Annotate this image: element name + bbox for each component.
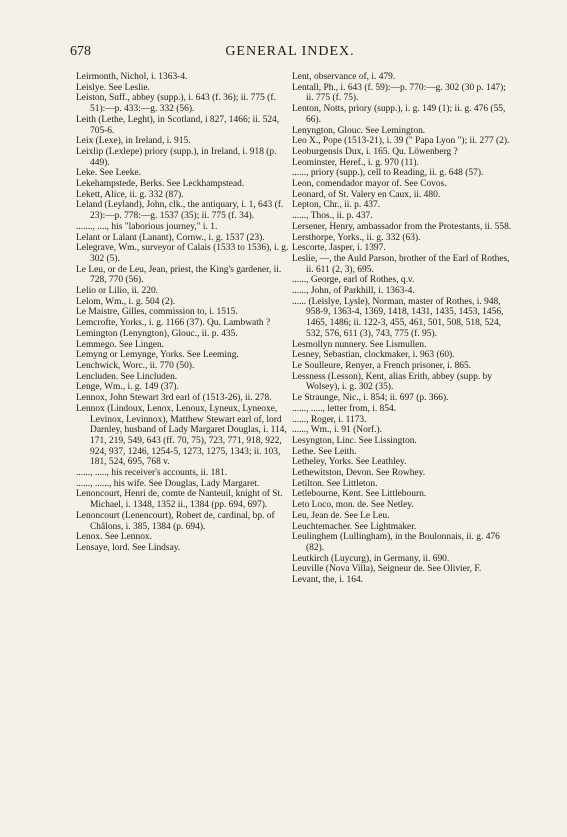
index-entry: Leo X., Pope (1513-21), i. 39 (" Papa Lyon "); ii. 277 (2). [292, 136, 510, 147]
index-entry: Lenox. See Lennox. [76, 532, 153, 543]
index-entry: Leirmonth, Nichol, i. 1363-4. [76, 72, 188, 82]
index-entry: Lelio or Lilio, ii. 220. [76, 286, 159, 297]
index-entry: Leulinghem (Lullingham), in the Boulonnais, ii. g. 476 (82). [292, 532, 500, 553]
index-entry: ......, Wm., i. 91 (Norf.). [292, 425, 382, 436]
index-entry: Lescorte, Jasper, i. 1397. [292, 243, 386, 254]
index-entry: Lethewitston, Devon. See Rowhey. [292, 468, 426, 479]
index-entry: ......, ....., letter from, i. 854. [292, 403, 397, 414]
index-entry: Lepton, Chr., ii. p. 437. [292, 200, 381, 211]
index-entry: Lenchwick, Worc., ii. 770 (50). [76, 360, 195, 371]
index-entry: Letlebourne, Kent. See Littlebourn. [292, 489, 427, 500]
index-entry: Le Maistre, Gilles, commission to, i. 1515. [76, 307, 238, 318]
index-entry: Le Soulleure, Renyer, a French prisoner, i. 865. [292, 360, 472, 371]
index-entry: Lesyngton, Linc. See Lissington. [292, 435, 417, 446]
index-entry: Leiston, Suff., abbey (supp.), i. 643 (f. 36); ii. 775 (f. 51):—p. 433:—g. 332 (56). [76, 93, 276, 115]
index-entry: Lelant or Lalant (Lanant), Cornw., i. g. 1537 (23). [76, 232, 265, 243]
index-entry: Leke. See Leeke. [76, 168, 141, 179]
index-column-right [292, 72, 512, 586]
index-entry: Lenge, Wm., i. g. 149 (37). [76, 382, 179, 393]
page-header [70, 44, 510, 62]
index-entry: Levant, the, i. 164. [292, 575, 364, 586]
index-entry: Lensaye, lord. See Lindsay. [76, 542, 181, 553]
index-entry: ...... (Leislye, Lysle), Norman, master of Rothes, i. 948, 958-9, 1363-4, 1369, 1418, 1431, 1435, 1453, 1456, 1465, 1486; ii. 122-3, 455, 461, 501, 508, 518, 524, 532, 576, 611 (3), 743, 775 (f. 95). [292, 296, 504, 339]
index-entry: Lentall, Ph., i. 643 (f. 59):—p. 770:—g. 302 (30 p. 147); ii. 775 (f. 75). [292, 82, 506, 104]
page-title: GENERAL INDEX. [225, 44, 355, 59]
index-entry: Lelegrave, Wm., surveyor of Calais (1533 to 1536), i. g. 302 (5). [76, 243, 289, 264]
index-entry: Lemyng or Lemynge, Yorks. See Leeming. [76, 350, 239, 361]
index-entry: Lesmollyn nunnery. See Lismullen. [292, 339, 427, 350]
index-entry: Leland (Leyland), John, clk., the antiquary, i. 1, 643 (f. 23):—p. 778:—g. 1537 (35); ii. 775 (f. 34). [76, 200, 284, 222]
index-entry: Lethe. See Leith. [292, 446, 357, 457]
index-entry: ......, Roger, i. 1173. [292, 414, 367, 425]
index-entry: Leislye. See Leslie. [76, 82, 150, 93]
index-entry: Leslie, —, the Auld Parson, brother of the Earl of Rothes, ii. 611 (2, 3), 695. [292, 253, 510, 275]
index-entry: Lelom, Wm., i. g. 504 (2). [76, 296, 176, 307]
index-entry: Leuchtemacher. See Lightmaker. [292, 521, 417, 532]
index-entry: Lekehampstede, Berks. See Leckhampstead. [76, 179, 245, 190]
index-entry: Leix (Lexe), in Ireland, i. 915. [76, 136, 191, 147]
index-entry: Lennox, John Stewart 3rd earl of (1513-26), ii. 278. [76, 393, 272, 404]
index-entry: Leuville (Nova Villa), Seigneur de. See Olivier, F. [292, 564, 482, 575]
index-entry: Le Leu, or de Leu, Jean, priest, the King's gardener, ii. 728, 770 (56). [76, 264, 282, 286]
index-entry: Lersener, Henry, ambassador from the Protestants, ii. 558. [292, 221, 512, 232]
index-entry: ......, George, earl of Rothes, q.v. [292, 275, 415, 286]
index-entry: Leonard, of St. Valery en Caux, ii. 480. [292, 189, 441, 200]
index-entry: Lent, observance of, i. 479. [292, 72, 396, 82]
index-entry: ......, Thos., ii. p. 437. [292, 211, 373, 222]
index-entry: Letilton. See Littleton. [292, 478, 378, 489]
index-entry: Lersthorpe, Yorks., ii. g. 332 (63). [292, 232, 421, 243]
index-entry: ......, priory (supp.), cell to Reading, ii. g. 648 (57). [292, 168, 484, 179]
index-entry: Lemmego. See Lingen. [76, 339, 165, 350]
index-entry: Lenyngton, Glouc. See Lemington. [292, 125, 426, 136]
index-entry: Lennox (Lindoux, Lenox, Lenoux, Lyneux, Lyneoxe, Levinox, Levinnox), Matthew Stewart earl of, lord Darnley, husband of Lady Margaret Douglas, i. 114, 171, 219, 549, 643 (ff. 70, 75), 723, 771, 918, 922, 924, 937, 1246, 1254-5, 1273, 1275, 1343; ii. 103, 181, 524, 695, 768 v. [76, 403, 287, 468]
index-entry: Leutkirch (Luycurg), in Germany, ii. 690. [292, 553, 450, 564]
index-entry: ......, John, of Parkhill, i. 1363-4. [292, 286, 415, 297]
index-entry: Lenoncourt, Henri de, comte de Nanteuil, knight of St. Michael, i. 1348, 1352 ii., 1384 (pp. 694, 697). [76, 489, 283, 511]
index-entry: Leoburgensis Dux, i. 165. Qu. Löwenberg ? [292, 146, 458, 157]
index-entry: Lekett, Alice, ii. g. 332 (87). [76, 189, 184, 200]
index-entry: Lesney, Sebastian, clockmaker, i. 963 (60). [292, 350, 455, 361]
index-entry: Lencluden. See Lincluden. [76, 371, 178, 382]
index-entry: Leto Loco, mon. de. See Netley. [292, 500, 414, 511]
index-entry: Leominster, Heref., i. g. 970 (11). [292, 157, 419, 168]
index-entry: Lemcrofte, Yorks., i. g. 1166 (37). Qu. Lambwath ? [76, 318, 271, 329]
index-entry: Leu, Jean de. See Le Leu. [292, 510, 390, 521]
index-entry: ......, ......, his wife. See Douglas, Lady Margaret. [76, 478, 260, 489]
index-entry: Leon, comendador mayor of. See Covos. [292, 179, 447, 190]
index-entry: Le Straunge, Nic., i. 854; ii. 697 (p. 366). [292, 393, 449, 404]
index-entry: ......., ...., his "laborious journey," i. 1. [76, 221, 218, 232]
index-entry: Letheley, Yorks. See Leathley. [292, 457, 407, 468]
index-entry: Lemington (Lenyngton), Glouc., ii. p. 435. [76, 328, 238, 339]
index-entry: Lessness (Lesson), Kent, alias Erith, abbey (supp. by Wolsey), i. g. 302 (35). [292, 371, 492, 393]
index-entry: Leixlip (Lexlepe) priory (supp.), in Ireland, i. 918 (p. 449). [76, 146, 277, 168]
index-entry: ......, ....., his receiver's accounts, ii. 181. [76, 468, 228, 479]
index-entry: Lenoncourt (Lenencourt), Robert de, cardinal, bp. of Châlons, i. 385, 1384 (p. 694). [76, 510, 275, 532]
index-entry: Leith (Lethe, Leght), in Scotland, i 827, 1466; ii. 524, 705-6. [76, 114, 280, 136]
index-column-left [76, 72, 290, 554]
page-number: 678 [70, 44, 91, 59]
index-entry: Lenton, Notts, priory (supp.), i. g. 149 (1); ii. g. 476 (55, 66). [292, 104, 506, 125]
